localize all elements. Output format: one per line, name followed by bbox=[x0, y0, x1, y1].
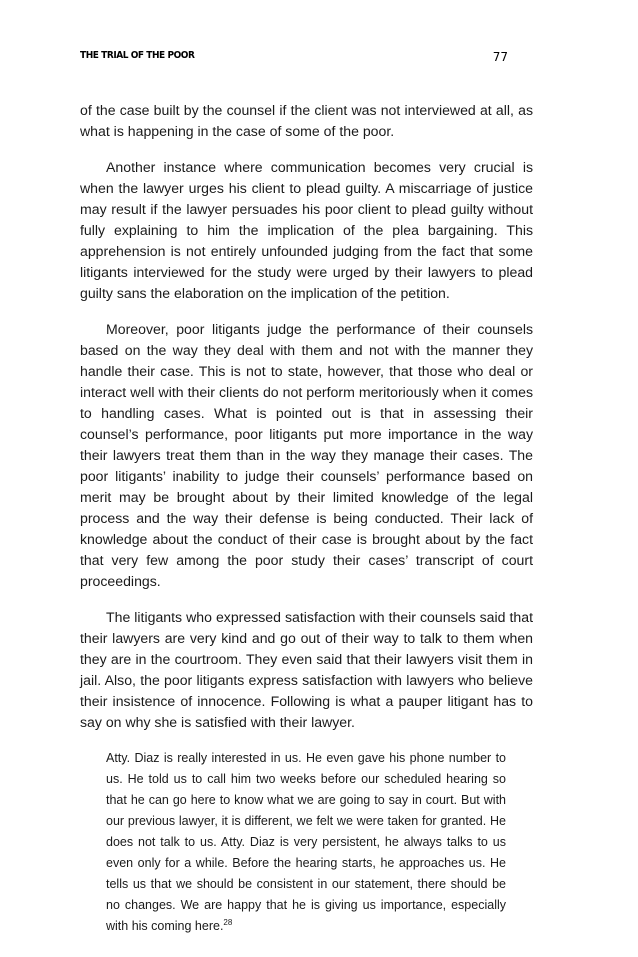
page-number: 77 bbox=[492, 50, 508, 64]
page-header bbox=[80, 50, 508, 72]
running-title: THE TRIAL OF THE POOR bbox=[80, 50, 195, 61]
block-quote bbox=[106, 748, 506, 937]
paragraph-performance: Moreover, poor litigants judge the performance of their counsels based on the way they deal with them and not with the manner they handle their case. This is not to state, however, that those who deal or interact well with their clients do not perform meritoriously when it comes to handling cases. What is pointed out is that in assessing their counsel’s performance, poor litigants put more importance in the way their lawyers treat them than in the way they manage their cases. The poor litigants’ inability to judge their counsels’ performance based on merit may be brought about by their limited knowledge of the legal process and the way their defense is being conducted. Their lack of knowledge about the conduct of their case is brought about by the fact that very few among the poor study their cases’ transcript of court proceedings. bbox=[80, 321, 533, 589]
quote-text: Atty. Diaz is really interested in us. He even gave his phone number to us. He told us to call him two weeks before our scheduled hearing so that he can go here to know what we are going to say in court. But with our previous lawyer, it is different, we felt we were taken for granted. He does not talk to us. Atty. Diaz is very persistent, he always talks to us even only for a while. Before the hearing starts, he approaches us. He tells us that we should be consistent in our statement, there should be no changes. We are happy that he is giving us importance, especially with his coming here. bbox=[106, 751, 506, 933]
paragraph-continuation: of the case built by the counsel if the client was not interviewed at all, as what is happening in the case of some of the poor. bbox=[80, 102, 533, 139]
footnote-reference[interactable]: 28 bbox=[223, 917, 233, 927]
paragraph-satisfaction: The litigants who expressed satisfaction with their counsels said that their lawyers are very kind and go out of their way to talk to them when they are in the courtroom. They even said that their lawyers visit them in jail. Also, the poor litigants express satisfaction with lawyers who believe their insistence of innocence. Following is what a pauper litigant has to say on why she is satisfied with their lawyer. bbox=[80, 609, 533, 730]
paragraph-communication: Another instance where communication becomes very crucial is when the lawyer urges his client to plead guilty. A miscarriage of justice may result if the lawyer persuades his poor client to plead guilty without fully explaining to him the implication of the plea bargaining. This apprehension is not entirely unfounded judging from the fact that some litigants interviewed for the study were urged by their lawyers to plead guilty sans the elaboration on the implication of the petition. bbox=[80, 159, 533, 301]
body-text bbox=[80, 100, 533, 937]
